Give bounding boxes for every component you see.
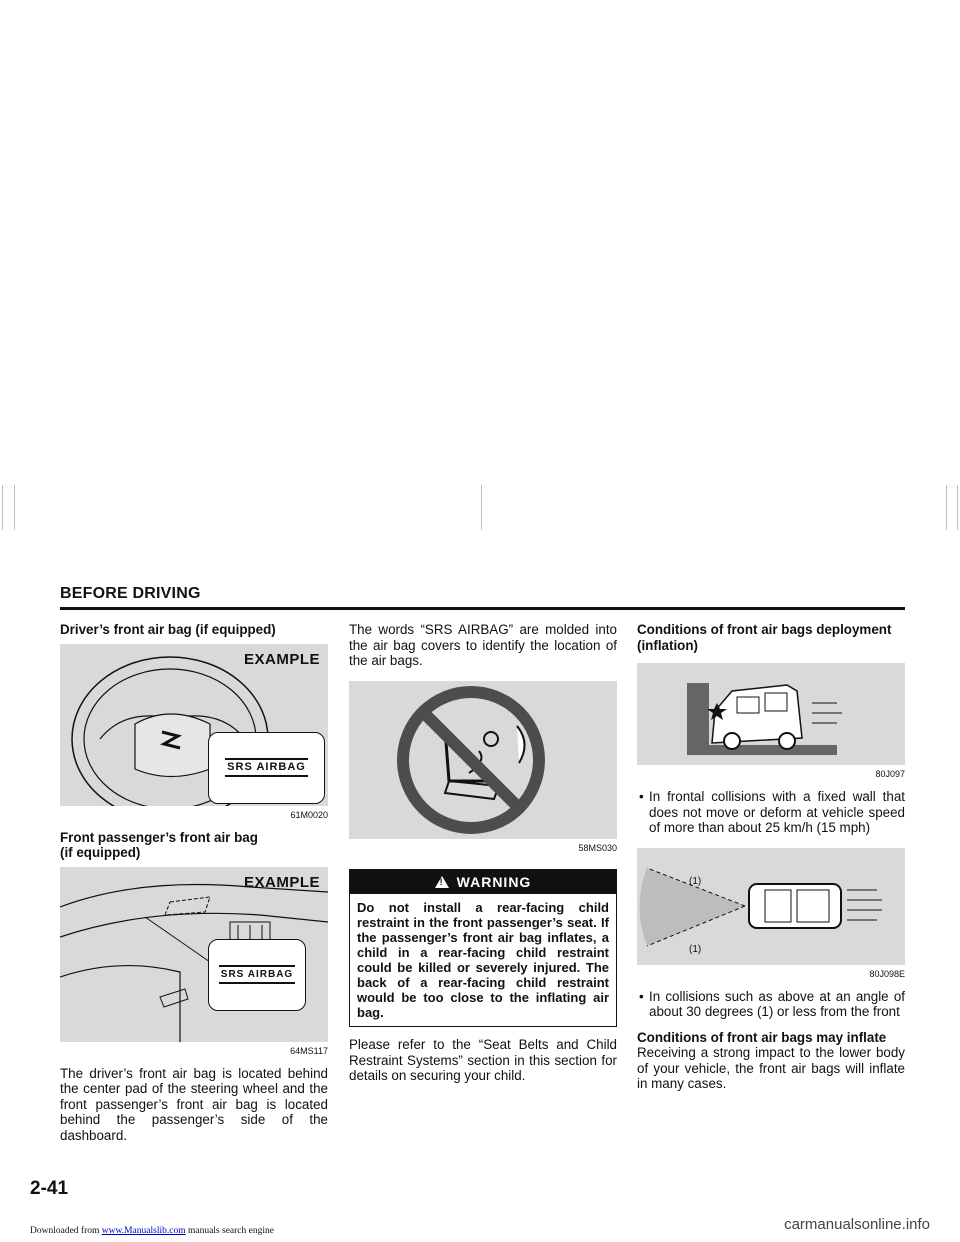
srs-airbag-callout	[208, 732, 325, 804]
frontal-collision-bullet: • In frontal collisions with a fixed wall that does not move or deform at vehicle speed of more than about 25 km/h (15 mph)	[637, 789, 905, 836]
srs-airbag-callout	[208, 939, 306, 1011]
collision-angle-diagram	[637, 848, 905, 965]
angle-label-top: (1)	[689, 875, 702, 887]
example-label: EXAMPLE	[243, 650, 320, 668]
column-middle	[349, 622, 617, 1084]
manualslib-link[interactable]: www.Manualslib.com	[101, 1226, 186, 1236]
crop-mark	[957, 485, 958, 530]
collision-angle-bullet: • In collisions such as above at an angle of about 30 degrees (1) or less from the front	[637, 989, 905, 1020]
collision-illustration	[637, 663, 905, 765]
crop-mark	[481, 485, 482, 530]
angle-label-bottom: (1)	[689, 943, 702, 955]
download-footer	[30, 1226, 274, 1236]
figure-no-rear-facing-seat	[349, 681, 617, 839]
figure-dashboard	[60, 867, 328, 1042]
watermark: carmanualsonline.info	[784, 1216, 930, 1233]
srs-airbag-label: SRS AIRBAG	[219, 965, 295, 985]
figure-collision-angle	[637, 848, 905, 965]
passenger-airbag-heading: Front passenger’s front air bag	[60, 829, 258, 845]
figure-code: 58MS030	[578, 842, 617, 853]
figure-code: 80J098E	[869, 968, 905, 979]
warning-triangle-icon: !	[435, 876, 449, 888]
title-rule	[60, 607, 905, 610]
figure-code: 64MS117	[290, 1045, 328, 1056]
crop-mark	[946, 485, 947, 530]
child-restraint-reference-text: Please refer to the “Seat Belts and Child Restraint Systems” section in this section for details on securing your child.	[349, 1037, 617, 1083]
section-title: BEFORE DRIVING	[60, 585, 201, 602]
figure-code: 61M0020	[290, 809, 328, 820]
warning-header	[350, 870, 616, 895]
crop-mark	[2, 485, 3, 530]
page-number: 2-41	[30, 1178, 69, 1199]
passenger-airbag-heading-note: (if equipped)	[60, 845, 141, 860]
column-left	[60, 622, 328, 1143]
crop-mark	[14, 485, 15, 530]
srs-airbag-label: SRS AIRBAG	[225, 758, 308, 778]
figure-code: 80J097	[875, 769, 905, 779]
warning-box	[349, 869, 617, 1028]
srs-airbag-intro-text: The words “SRS AIRBAG” are molded into the air bag covers to identify the location of the air bags.	[349, 622, 617, 668]
driver-airbag-heading: Driver’s front air bag (if equipped)	[60, 622, 276, 637]
prohibition-icon	[349, 681, 617, 839]
warning-text: Do not install a rear-facing child restraint in the front passenger’s seat. If the passenger’s front air bag inflates, a child in a rear-facing child restraint could be killed or severely injured. The back of a rear-facing child restraint would be too close to the inflating air bag.	[357, 900, 609, 1020]
may-inflate-text: Receiving a strong impact to the lower body of your vehicle, the front air bags will inflate in many cases.	[637, 1045, 905, 1091]
airbag-location-text: The driver’s front air bag is located behind the center pad of the steering wheel and the front passenger’s front air bag is located behind the passenger’s side of the dashboard.	[60, 1065, 328, 1143]
deployment-conditions-heading: Conditions of front air bags deployment (inflation)	[637, 622, 892, 653]
column-right	[637, 622, 905, 1092]
may-inflate-heading: Conditions of front air bags may inflate	[637, 1029, 887, 1045]
warning-title: WARNING	[456, 873, 532, 890]
footer-prefix: Downloaded from	[30, 1226, 102, 1236]
footer-suffix: manuals search engine	[185, 1226, 274, 1236]
example-label: EXAMPLE	[243, 873, 320, 891]
figure-steering-wheel	[60, 644, 328, 806]
figure-frontal-collision	[637, 663, 905, 765]
